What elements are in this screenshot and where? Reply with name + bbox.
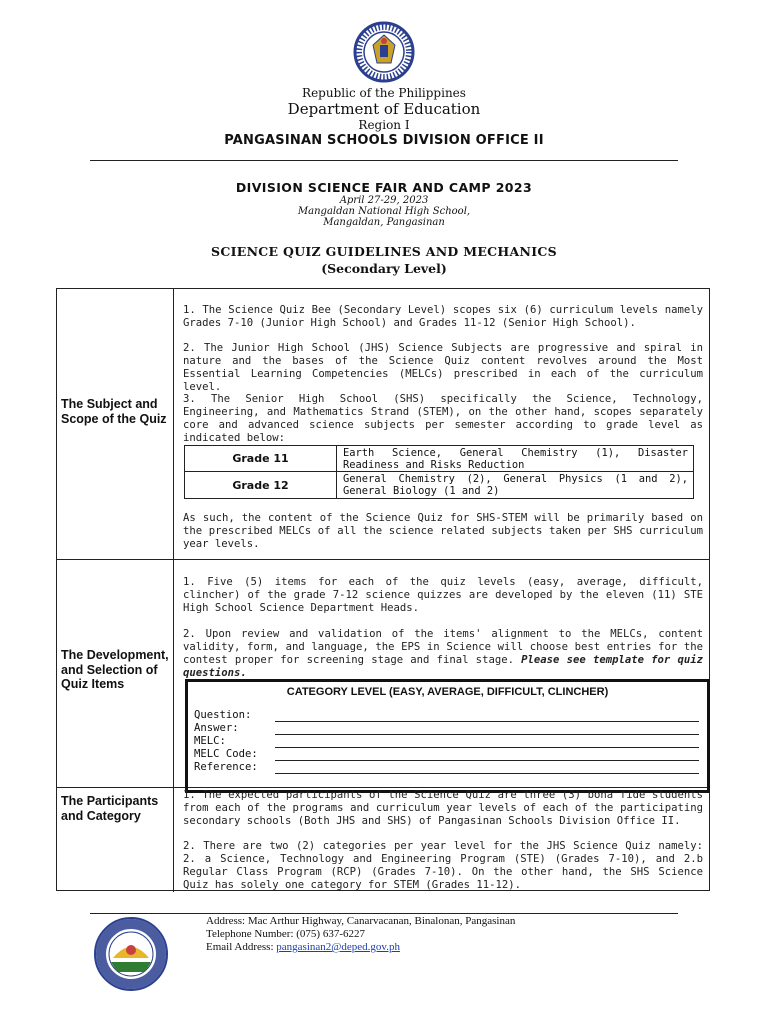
row-label-cell: [57, 788, 174, 892]
subjects-cell: Earth Science, General Chemistry (1), Disaster Readiness and Risks Reduction: [343, 447, 688, 471]
grade-subjects-table: [184, 445, 694, 499]
event-venue-line1: Mangaldan National High School,: [297, 206, 471, 217]
footer-address: Address: Mac Arthur Highway, Canarvacanan, Binalonan, Pangasinan: [206, 915, 516, 927]
grade-cell: Grade 11: [185, 446, 337, 471]
division-office-name: PANGASINAN SCHOOLS DIVISION OFFICE II: [224, 133, 544, 148]
row-label-cell: [57, 560, 174, 787]
footer-email-line: [206, 941, 400, 954]
header-divider: [90, 160, 678, 161]
scope-paragraph-4: As such, the content of the Science Quiz for SHS-STEM will be primarily based on the prescribed MELCs of all the science related subjects taken per SHS curriculum year levels.: [183, 512, 703, 550]
pangasinan-division-logo: [93, 916, 169, 992]
template-field-melc-code: MELC Code:: [194, 748, 258, 760]
development-paragraph-1: 1. Five (5) items for each of the quiz levels (easy, average, difficult, clincher) of the grade 7-12 science quizzes are developed by the eleven (11) STE High School Science Department Heads.: [183, 576, 703, 614]
subjects-cell: General Chemistry (2), General Physics (1 and 2), General Biology (1 and 2): [343, 473, 688, 497]
department-name: Department of Education: [287, 100, 481, 118]
development-paragraph-2: 2. Upon review and validation of the items' alignment to the MELCs, content validity, form, and language, the EPS in Science will choose best entries for the contest proper for screening stage and final stage. Please see template for quiz questions.: [183, 628, 704, 679]
footer-email-link[interactable]: pangasinan2@deped.gov.ph: [276, 941, 400, 953]
scope-paragraph-1: 1. The Science Quiz Bee (Secondary Level) scopes six (6) curriculum levels namely Grades 7-10 (Junior High School) and Grades 11-12 (Senior High School).: [183, 304, 703, 329]
question-blank-line: [275, 721, 699, 722]
guidelines-table: [56, 288, 710, 891]
template-field-question: Question:: [194, 709, 252, 721]
melc-blank-line: [275, 747, 699, 748]
development-label: The Development, and Selection of Quiz Items: [61, 648, 169, 691]
document-title: SCIENCE QUIZ GUIDELINES AND MECHANICS: [211, 244, 557, 259]
table-row: [185, 472, 693, 498]
scope-paragraph-2: 2. The Junior High School (JHS) Science Subjects are progressive and spiral in nature and the bases of the Science Quiz content revolves around the Most Essential Learning Competencies (MELCs) prescribed in each of the curriculum level.: [183, 342, 703, 393]
footer-email-label: Email Address:: [206, 941, 277, 953]
event-title: DIVISION SCIENCE FAIR AND CAMP 2023: [235, 180, 533, 195]
document-subtitle: (Secondary Level): [321, 261, 447, 276]
template-field-answer: Answer:: [194, 722, 239, 734]
quiz-question-template-box: [185, 679, 710, 793]
melc-code-blank-line: [275, 760, 699, 761]
table-row-participants: [57, 788, 709, 892]
scope-label: The Subject and Scope of the Quiz: [61, 397, 167, 426]
template-field-melc: MELC:: [194, 735, 226, 747]
template-note: Please see template for quiz questions.: [183, 654, 704, 679]
region-line: Region I: [358, 118, 410, 132]
row-label-cell: [57, 289, 174, 559]
participants-paragraph-1: 1. The expected participants of the Science Quiz are three (3) bona fide students from each of the programs and curriculum year levels of each of the participating secondary schools (Both JHS and SHS) of Pangasinan Schools Division Office II.: [183, 789, 703, 827]
deped-seal-logo: [347, 21, 421, 83]
footer-divider: [90, 913, 678, 914]
template-title: CATEGORY LEVEL (EASY, AVERAGE, DIFFICULT, CLINCHER): [286, 686, 609, 698]
scope-paragraph-3: 3. The Senior High School (SHS) specifically the Science, Technology, Engineering, and Mathematics Strand (STEM), on the other hand, scopes separately core and advanced science subjects per semester according to grade level as indicated below:: [183, 393, 703, 444]
participants-label: The Participants and Category: [61, 794, 159, 823]
answer-blank-line: [275, 734, 699, 735]
table-row: [185, 446, 693, 472]
participants-paragraph-2: 2. There are two (2) categories per year level for the JHS Science Quiz namely: 2. a Science, Technology and Engineering Program (STE) (Grades 7-10), and 2.b Regular Class Program (RCP) (Grades 7-10). On the other hand, the SHS Science Quiz has solely one category for STEM (Grades 11-12).: [183, 840, 703, 891]
table-row-scope: [57, 289, 709, 560]
event-venue-line2: Mangaldan, Pangasinan: [323, 217, 445, 228]
reference-blank-line: [275, 773, 699, 774]
republic-line: Republic of the Philippines: [302, 86, 466, 100]
grade-cell: Grade 12: [185, 472, 337, 498]
template-field-reference: Reference:: [194, 761, 258, 773]
event-date: April 27-29, 2023: [339, 195, 429, 206]
footer-telephone: Telephone Number: (075) 637-6227: [206, 928, 365, 940]
